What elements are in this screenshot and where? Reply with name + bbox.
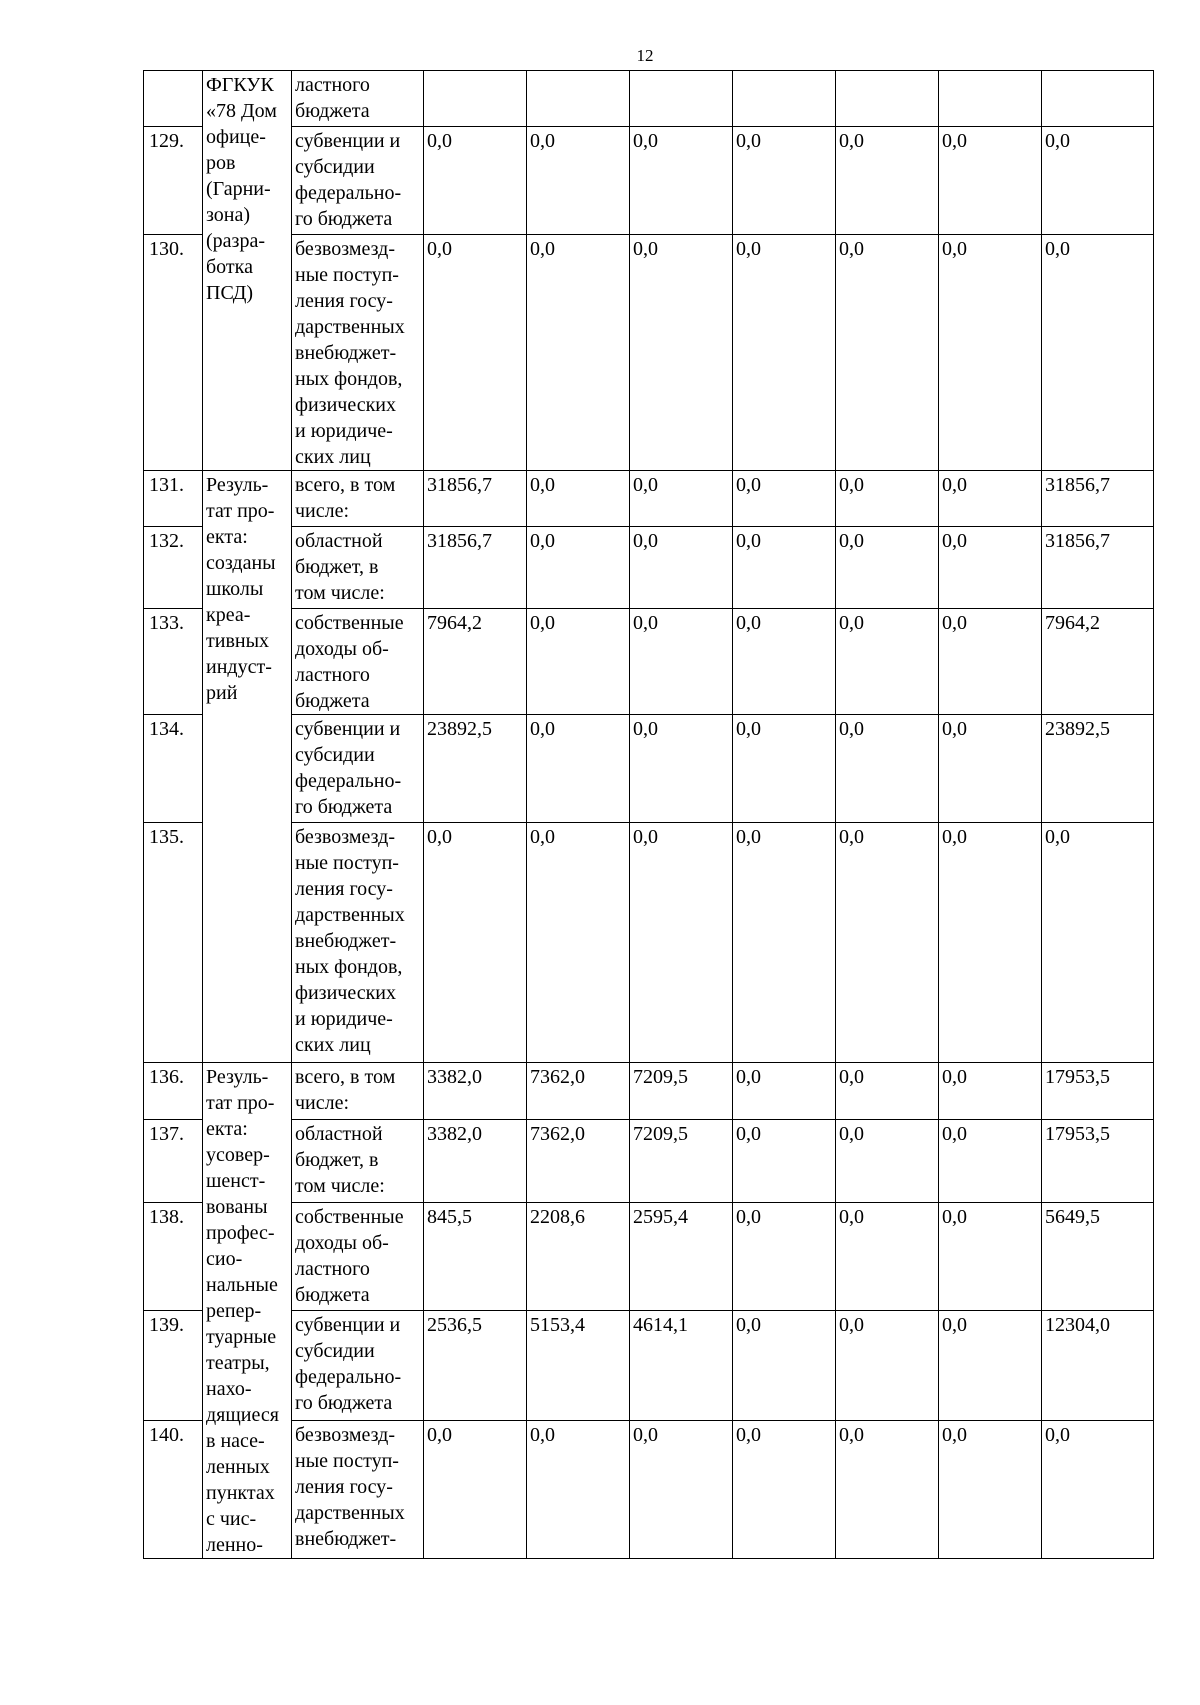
year-value-cell: 7362,0 xyxy=(527,1063,630,1120)
year-value-cell: 0,0 xyxy=(733,1310,836,1420)
year-value-cell: 0,0 xyxy=(836,1203,939,1311)
funding-source-cell: областной бюджет, в том числе: xyxy=(292,527,424,609)
year-value-cell: 0,0 xyxy=(733,823,836,1063)
year-value-cell: 0,0 xyxy=(630,715,733,823)
year-value-cell: 0,0 xyxy=(939,235,1042,471)
year-value-cell: 0,0 xyxy=(733,471,836,527)
year-value-cell: 0,0 xyxy=(733,1063,836,1120)
year-value-cell: 0,0 xyxy=(836,823,939,1063)
funding-source-cell: ластного бюджета xyxy=(292,71,424,127)
row-number-cell: 140. xyxy=(144,1420,203,1558)
table-row xyxy=(144,527,1154,609)
year-value-cell: 0,0 xyxy=(939,127,1042,235)
year-value-cell: 0,0 xyxy=(836,1420,939,1558)
table-row xyxy=(144,71,1154,127)
table-row xyxy=(144,471,1154,527)
funding-source-cell: собственные доходы об- ластного бюджета xyxy=(292,1203,424,1311)
year-value-cell: 2208,6 xyxy=(527,1203,630,1311)
row-number-cell: 138. xyxy=(144,1203,203,1311)
total-value-cell: 31856,7 xyxy=(1042,471,1154,527)
year-value-cell xyxy=(939,71,1042,127)
table-row xyxy=(144,1420,1154,1558)
year-value-cell: 0,0 xyxy=(836,235,939,471)
year-value-cell xyxy=(424,71,527,127)
year-value-cell: 0,0 xyxy=(424,1420,527,1558)
funding-source-cell: субвенции и субсидии федерально- го бюджета xyxy=(292,715,424,823)
year-value-cell: 31856,7 xyxy=(424,471,527,527)
year-value-cell: 0,0 xyxy=(733,1203,836,1311)
funding-source-cell: всего, в том числе: xyxy=(292,1063,424,1120)
funding-source-cell: безвозмезд- ные поступ- ления госу- дарственных внебюджет- ных фондов, физических и юридиче- ских лиц xyxy=(292,823,424,1063)
total-value-cell: 0,0 xyxy=(1042,823,1154,1063)
row-number-cell: 130. xyxy=(144,235,203,471)
year-value-cell: 0,0 xyxy=(733,235,836,471)
year-value-cell: 0,0 xyxy=(939,715,1042,823)
year-value-cell: 7362,0 xyxy=(527,1119,630,1202)
year-value-cell: 3382,0 xyxy=(424,1063,527,1120)
year-value-cell: 0,0 xyxy=(424,823,527,1063)
total-value-cell: 31856,7 xyxy=(1042,527,1154,609)
year-value-cell: 3382,0 xyxy=(424,1119,527,1202)
funding-source-cell: всего, в том числе: xyxy=(292,471,424,527)
year-value-cell: 0,0 xyxy=(630,527,733,609)
funding-source-cell: собственные доходы об- ластного бюджета xyxy=(292,609,424,715)
project-name-cell: Резуль- тат про- екта: созданы школы креа- тивных индуст- рий xyxy=(203,471,292,1063)
year-value-cell: 0,0 xyxy=(939,1203,1042,1311)
year-value-cell: 7209,5 xyxy=(630,1119,733,1202)
funding-source-cell: безвозмезд- ные поступ- ления госу- дарственных внебюджет- xyxy=(292,1420,424,1558)
year-value-cell: 0,0 xyxy=(527,609,630,715)
year-value-cell: 2536,5 xyxy=(424,1310,527,1420)
year-value-cell: 0,0 xyxy=(836,609,939,715)
year-value-cell xyxy=(527,71,630,127)
year-value-cell: 0,0 xyxy=(836,1119,939,1202)
page-number: 12 xyxy=(636,46,654,65)
total-value-cell xyxy=(1042,71,1154,127)
year-value-cell: 0,0 xyxy=(733,1420,836,1558)
table-row xyxy=(144,127,1154,235)
table-row xyxy=(144,235,1154,471)
total-value-cell: 7964,2 xyxy=(1042,609,1154,715)
row-number-cell: 134. xyxy=(144,715,203,823)
row-number-cell: 129. xyxy=(144,127,203,235)
year-value-cell: 5153,4 xyxy=(527,1310,630,1420)
year-value-cell: 0,0 xyxy=(836,527,939,609)
year-value-cell: 0,0 xyxy=(939,1063,1042,1120)
table-row xyxy=(144,715,1154,823)
year-value-cell xyxy=(630,71,733,127)
year-value-cell xyxy=(836,71,939,127)
year-value-cell: 0,0 xyxy=(733,1119,836,1202)
funding-source-cell: областной бюджет, в том числе: xyxy=(292,1119,424,1202)
total-value-cell: 17953,5 xyxy=(1042,1063,1154,1120)
year-value-cell: 0,0 xyxy=(527,823,630,1063)
table-body xyxy=(144,71,1154,1559)
total-value-cell: 23892,5 xyxy=(1042,715,1154,823)
total-value-cell: 0,0 xyxy=(1042,127,1154,235)
year-value-cell: 0,0 xyxy=(733,609,836,715)
funding-source-cell: субвенции и субсидии федерально- го бюджета xyxy=(292,127,424,235)
project-name-cell: ФГКУК «78 Дом офице- ров (Гарни- зона) (разра- ботка ПСД) xyxy=(203,71,292,471)
year-value-cell: 0,0 xyxy=(630,609,733,715)
year-value-cell: 0,0 xyxy=(836,715,939,823)
row-number-cell xyxy=(144,71,203,127)
year-value-cell: 0,0 xyxy=(939,823,1042,1063)
year-value-cell: 0,0 xyxy=(630,1420,733,1558)
table-row xyxy=(144,823,1154,1063)
year-value-cell: 0,0 xyxy=(733,527,836,609)
row-number-cell: 132. xyxy=(144,527,203,609)
total-value-cell: 5649,5 xyxy=(1042,1203,1154,1311)
year-value-cell: 0,0 xyxy=(836,1310,939,1420)
table-row xyxy=(144,1119,1154,1202)
year-value-cell: 0,0 xyxy=(836,471,939,527)
year-value-cell: 0,0 xyxy=(939,1420,1042,1558)
year-value-cell: 0,0 xyxy=(630,471,733,527)
year-value-cell: 0,0 xyxy=(939,1119,1042,1202)
year-value-cell: 845,5 xyxy=(424,1203,527,1311)
year-value-cell: 0,0 xyxy=(424,235,527,471)
year-value-cell: 0,0 xyxy=(630,823,733,1063)
year-value-cell xyxy=(733,71,836,127)
year-value-cell: 0,0 xyxy=(527,471,630,527)
year-value-cell: 0,0 xyxy=(424,127,527,235)
total-value-cell: 0,0 xyxy=(1042,1420,1154,1558)
year-value-cell: 0,0 xyxy=(939,527,1042,609)
year-value-cell: 0,0 xyxy=(836,127,939,235)
year-value-cell: 0,0 xyxy=(630,127,733,235)
row-number-cell: 133. xyxy=(144,609,203,715)
year-value-cell: 0,0 xyxy=(527,715,630,823)
year-value-cell: 0,0 xyxy=(939,1310,1042,1420)
year-value-cell: 23892,5 xyxy=(424,715,527,823)
total-value-cell: 12304,0 xyxy=(1042,1310,1154,1420)
row-number-cell: 139. xyxy=(144,1310,203,1420)
year-value-cell: 0,0 xyxy=(527,235,630,471)
funding-source-cell: безвозмезд- ные поступ- ления госу- дарственных внебюджет- ных фондов, физических и юридиче- ских лиц xyxy=(292,235,424,471)
table-row xyxy=(144,1310,1154,1420)
funding-source-cell: субвенции и субсидии федерально- го бюджета xyxy=(292,1310,424,1420)
total-value-cell: 17953,5 xyxy=(1042,1119,1154,1202)
table-row xyxy=(144,1063,1154,1120)
table-row xyxy=(144,609,1154,715)
year-value-cell: 0,0 xyxy=(527,527,630,609)
year-value-cell: 7964,2 xyxy=(424,609,527,715)
row-number-cell: 136. xyxy=(144,1063,203,1120)
budget-table xyxy=(143,70,1154,1559)
year-value-cell: 0,0 xyxy=(630,235,733,471)
year-value-cell: 0,0 xyxy=(939,471,1042,527)
year-value-cell: 2595,4 xyxy=(630,1203,733,1311)
year-value-cell: 0,0 xyxy=(733,127,836,235)
year-value-cell: 0,0 xyxy=(527,127,630,235)
year-value-cell: 0,0 xyxy=(939,609,1042,715)
row-number-cell: 135. xyxy=(144,823,203,1063)
year-value-cell: 31856,7 xyxy=(424,527,527,609)
year-value-cell: 4614,1 xyxy=(630,1310,733,1420)
row-number-cell: 137. xyxy=(144,1119,203,1202)
total-value-cell: 0,0 xyxy=(1042,235,1154,471)
year-value-cell: 0,0 xyxy=(836,1063,939,1120)
year-value-cell: 7209,5 xyxy=(630,1063,733,1120)
project-name-cell: Резуль- тат про- екта: усовер- шенст- вованы профес- сио- нальные репер- туарные театры, нахо- дящиеся в насе- ленных пунктах с чис- ленно- xyxy=(203,1063,292,1559)
year-value-cell: 0,0 xyxy=(527,1420,630,1558)
year-value-cell: 0,0 xyxy=(733,715,836,823)
table-row xyxy=(144,1203,1154,1311)
row-number-cell: 131. xyxy=(144,471,203,527)
